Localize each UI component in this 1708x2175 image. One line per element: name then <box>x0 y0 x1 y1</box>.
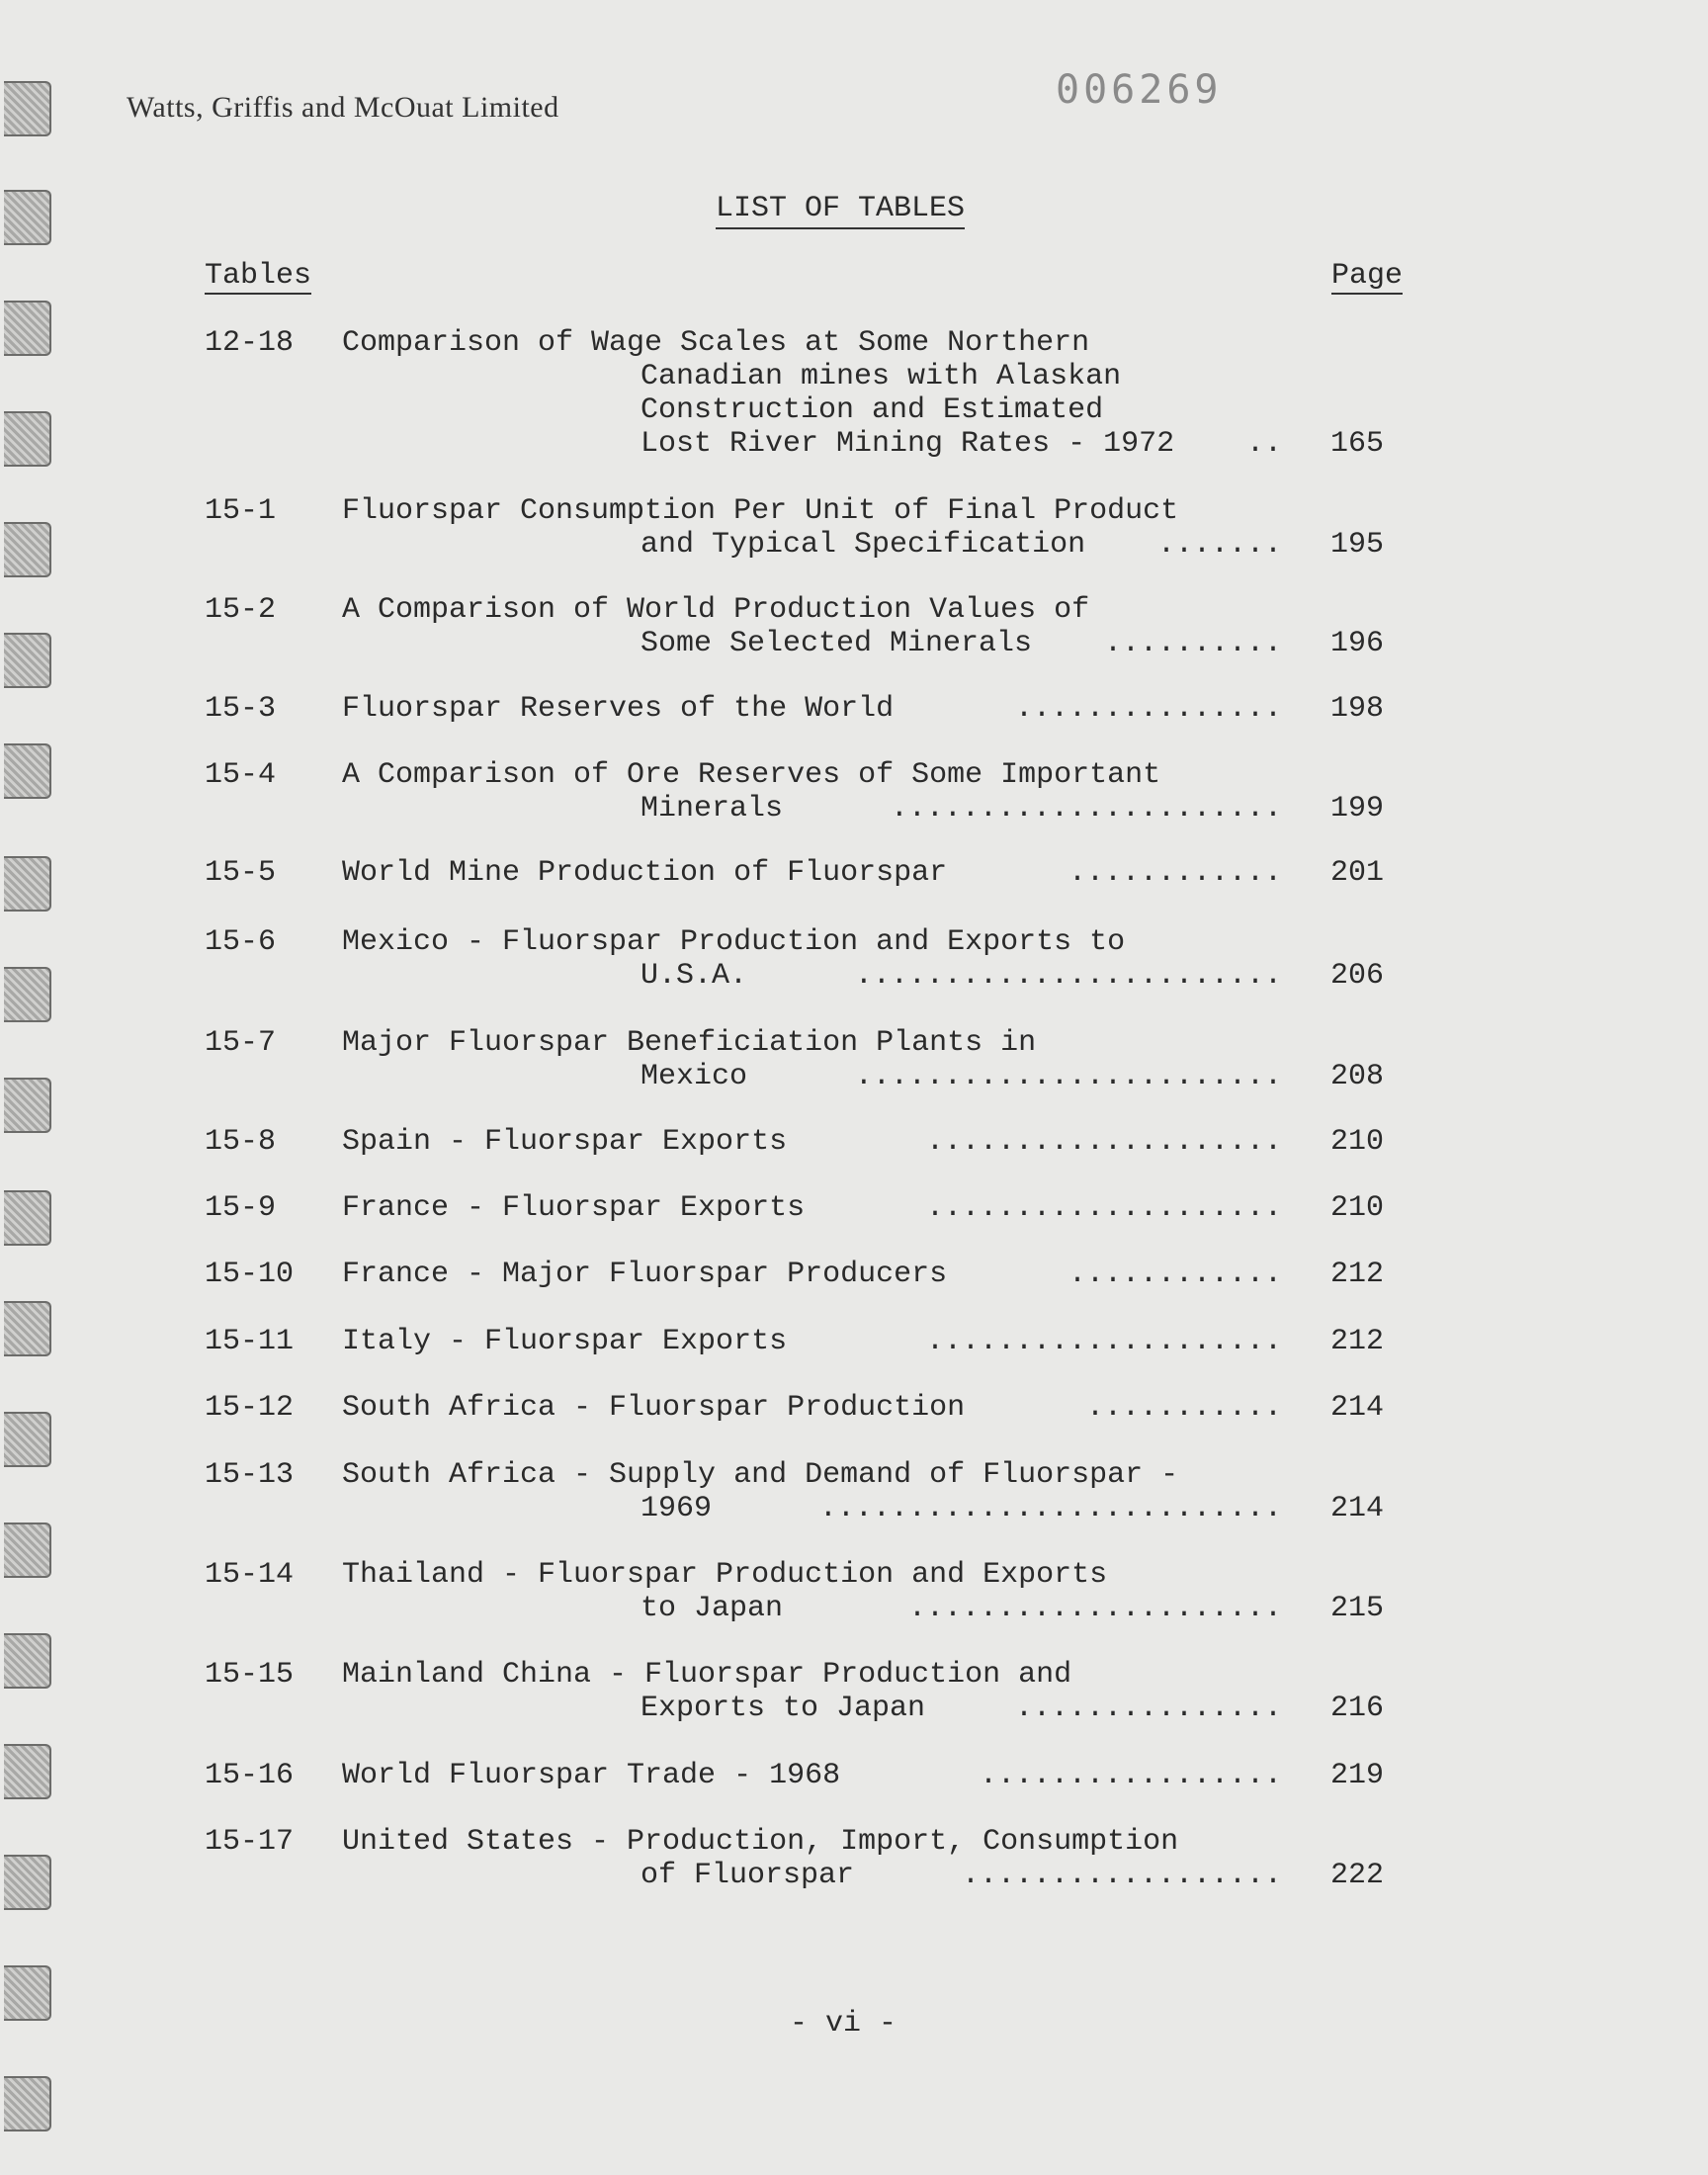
page-reference: 216 <box>1330 1692 1385 1725</box>
table-title-line: Italy - Fluorspar Exports <box>342 1325 788 1358</box>
table-title-line: Comparison of Wage Scales at Some Northern <box>342 326 1090 360</box>
table-number: 15-12 <box>205 1391 295 1425</box>
binding-hole <box>4 1633 51 1689</box>
binding-hole <box>4 1301 51 1356</box>
dot-leader: ............... <box>1014 1692 1282 1725</box>
table-title-continuation <box>640 1859 854 1892</box>
binding-hole <box>4 1855 51 1910</box>
dot-leader: .......................... <box>818 1492 1282 1525</box>
binding-hole <box>4 411 51 467</box>
column-header-tables-text: Tables <box>205 259 312 293</box>
page-reference: 199 <box>1330 792 1385 826</box>
page-number: - vi - <box>789 2007 897 2041</box>
company-name: Watts, Griffis and McOuat Limited <box>127 91 559 124</box>
table-number: 15-13 <box>205 1458 295 1492</box>
dot-leader: ............ <box>1068 1258 1282 1291</box>
table-number: 15-15 <box>205 1658 295 1692</box>
dot-leader: .......... <box>1103 627 1282 660</box>
binding-hole <box>4 1190 51 1246</box>
table-title-line: Fluorspar Reserves of the World <box>342 692 895 726</box>
table-title-continuation <box>640 1492 712 1525</box>
page-reference: 222 <box>1330 1859 1385 1892</box>
binding-hole <box>4 81 51 136</box>
table-number: 12-18 <box>205 326 295 360</box>
table-title-continuation <box>640 360 1174 461</box>
table-title-line: 1969 <box>640 1492 713 1525</box>
dot-leader: ..................... <box>907 1592 1282 1625</box>
page-reference: 219 <box>1330 1759 1385 1792</box>
table-title-line: Fluorspar Consumption Per Unit of Final Product <box>342 494 1179 528</box>
page-reference: 165 <box>1330 427 1385 461</box>
table-number: 15-5 <box>205 856 277 890</box>
table-number: 15-9 <box>205 1191 277 1225</box>
dot-leader: .................... <box>925 1125 1282 1159</box>
binding-hole <box>4 522 51 577</box>
table-title-line: United States - Production, Import, Consumption <box>342 1825 1179 1859</box>
page-reference: 208 <box>1330 1060 1385 1093</box>
table-title-continuation <box>640 959 747 993</box>
table-title-continuation <box>640 627 1032 660</box>
table-title-continuation <box>640 528 1085 562</box>
table-title-line: A Comparison of World Production Values of <box>342 593 1090 627</box>
dot-leader: ................. <box>979 1759 1282 1792</box>
table-title-continuation <box>640 792 783 826</box>
table-title-line: Mainland China - Fluorspar Production and <box>342 1658 1072 1692</box>
table-number: 15-14 <box>205 1558 295 1592</box>
page-reference: 215 <box>1330 1592 1385 1625</box>
table-title-line: Exports to Japan <box>640 1692 926 1725</box>
dot-leader: ............... <box>1014 692 1282 726</box>
table-number: 15-11 <box>205 1325 295 1358</box>
page-reference: 212 <box>1330 1325 1385 1358</box>
table-number: 15-1 <box>205 494 277 528</box>
table-title-line: France - Major Fluorspar Producers <box>342 1258 948 1291</box>
dot-leader: .................. <box>961 1859 1282 1892</box>
table-title-line: South Africa - Supply and Demand of Fluorspar - <box>342 1458 1179 1492</box>
table-title-line: A Comparison of Ore Reserves of Some Important <box>342 758 1161 792</box>
table-title-line: Mexico <box>640 1060 748 1093</box>
binding-hole <box>4 967 51 1022</box>
table-title-line: and Typical Specification <box>640 528 1086 562</box>
table-title-line: Construction and Estimated <box>640 393 1104 427</box>
table-title-line: Minerals <box>640 792 784 826</box>
table-title-line: Thailand - Fluorspar Production and Exports <box>342 1558 1108 1592</box>
table-title-line: World Fluorspar Trade - 1968 <box>342 1759 841 1792</box>
table-title-line: World Mine Production of Fluorspar <box>342 856 948 890</box>
binding-hole <box>4 1412 51 1467</box>
table-number: 15-8 <box>205 1125 277 1159</box>
page-reference: 195 <box>1330 528 1385 562</box>
binding-hole <box>4 1078 51 1133</box>
page-reference: 214 <box>1330 1391 1385 1425</box>
table-title-line: Major Fluorspar Beneficiation Plants in <box>342 1026 1037 1060</box>
table-number: 15-17 <box>205 1825 295 1859</box>
binding-hole <box>4 2076 51 2132</box>
spiral-binding <box>0 0 59 2175</box>
binding-hole <box>4 743 51 799</box>
table-title-continuation <box>640 1592 783 1625</box>
dot-leader: ........................ <box>854 959 1282 993</box>
column-header-tables <box>205 259 311 293</box>
page-reference: 206 <box>1330 959 1385 993</box>
dot-leader: ........... <box>1085 1391 1282 1425</box>
dot-leader: ....... <box>1156 528 1282 562</box>
dot-leader: ........................ <box>854 1060 1282 1093</box>
page-reference: 196 <box>1330 627 1385 660</box>
table-number: 15-3 <box>205 692 277 726</box>
page-title <box>0 192 1680 225</box>
page-number-footer <box>0 2007 1708 2041</box>
page-title-text: LIST OF TABLES <box>716 192 965 229</box>
column-header-page-text: Page <box>1331 259 1404 293</box>
binding-hole <box>4 1744 51 1799</box>
dot-leader: .................... <box>925 1325 1282 1358</box>
table-title-continuation <box>640 1060 747 1093</box>
table-title-line: Some Selected Minerals <box>640 627 1033 660</box>
binding-hole <box>4 1522 51 1578</box>
page-reference: 212 <box>1330 1258 1385 1291</box>
page-reference: 210 <box>1330 1125 1385 1159</box>
table-title-line: U.S.A. <box>640 959 748 993</box>
table-title-line: Spain - Fluorspar Exports <box>342 1125 788 1159</box>
table-number: 15-2 <box>205 593 277 627</box>
table-number: 15-6 <box>205 925 277 959</box>
table-title-continuation <box>640 1692 925 1725</box>
page-reference: 210 <box>1330 1191 1385 1225</box>
column-header-page <box>1331 259 1403 293</box>
binding-hole <box>4 633 51 688</box>
table-number: 15-7 <box>205 1026 277 1060</box>
binding-hole <box>4 856 51 912</box>
dot-leader: .. <box>1245 427 1282 461</box>
table-title-line: to Japan <box>640 1592 784 1625</box>
page-reference: 214 <box>1330 1492 1385 1525</box>
binding-hole <box>4 301 51 356</box>
table-title-line: Canadian mines with Alaskan <box>640 360 1122 393</box>
table-title-line: of Fluorspar <box>640 1859 855 1892</box>
table-title-line: France - Fluorspar Exports <box>342 1191 806 1225</box>
document-number: 006269 <box>1056 67 1223 113</box>
table-title-line: South Africa - Fluorspar Production <box>342 1391 966 1425</box>
page-reference: 201 <box>1330 856 1385 890</box>
table-number: 15-16 <box>205 1759 295 1792</box>
dot-leader: ............ <box>1068 856 1282 890</box>
page-reference: 198 <box>1330 692 1385 726</box>
table-number: 15-10 <box>205 1258 295 1291</box>
table-number: 15-4 <box>205 758 277 792</box>
dot-leader: ...................... <box>890 792 1282 826</box>
table-title-line: Lost River Mining Rates - 1972 <box>640 427 1175 461</box>
dot-leader: .................... <box>925 1191 1282 1225</box>
table-title-line: Mexico - Fluorspar Production and Exports to <box>342 925 1126 959</box>
